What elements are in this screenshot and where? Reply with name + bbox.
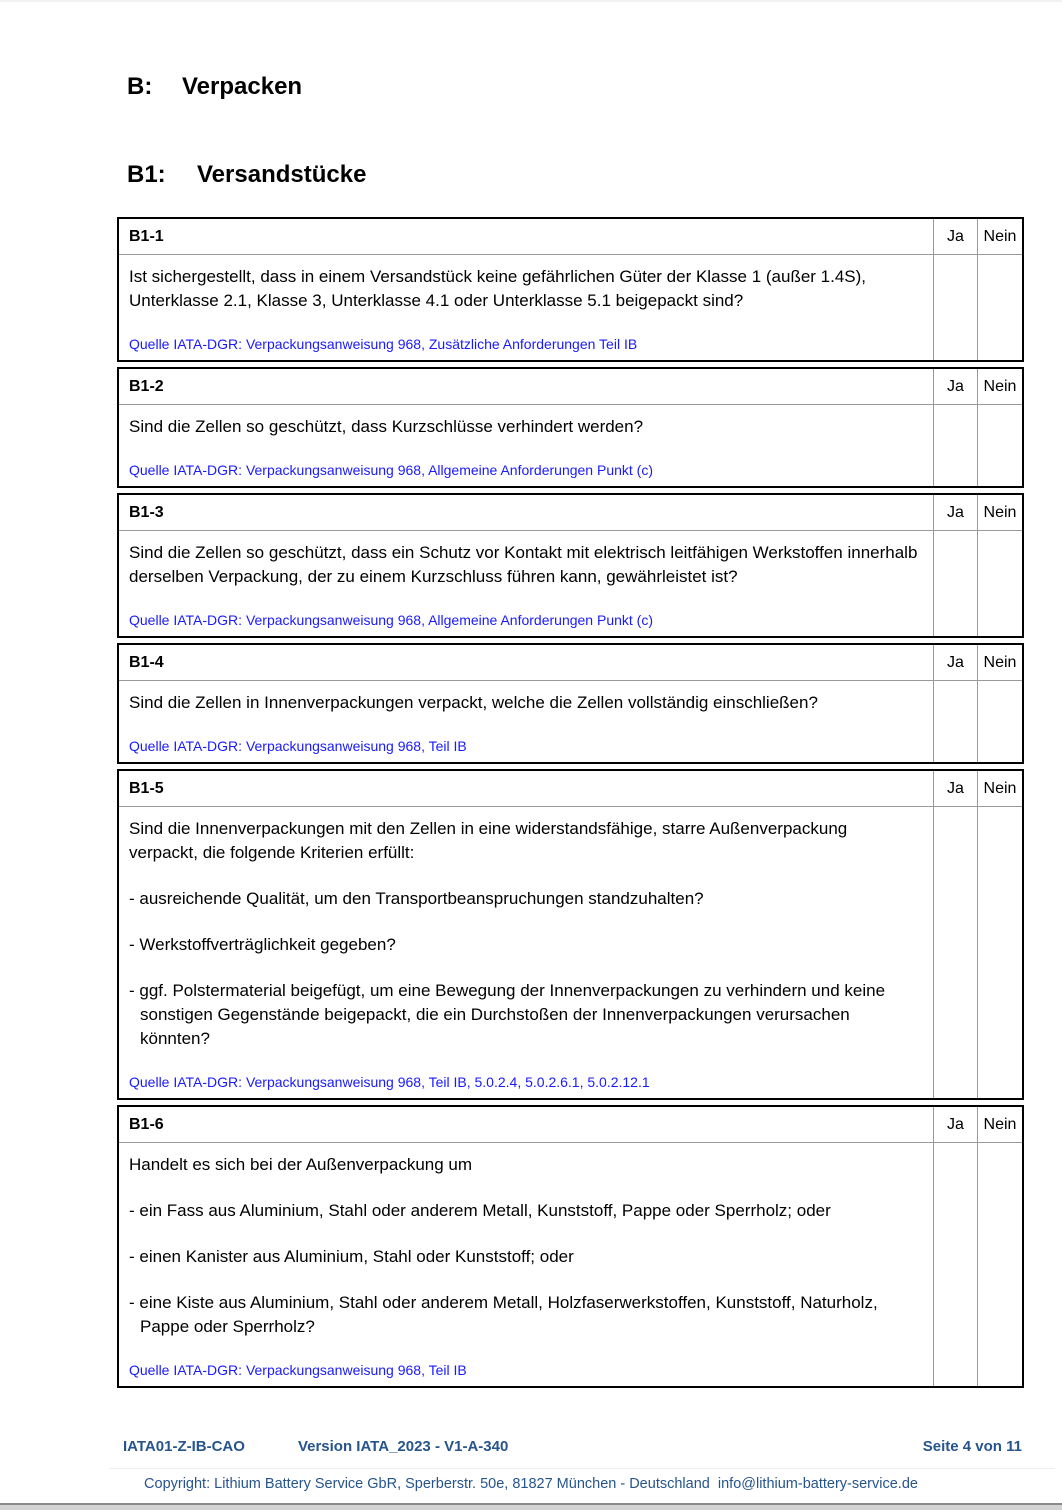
nein-answer-cell[interactable] — [977, 681, 1022, 762]
ja-answer-cell[interactable] — [933, 681, 977, 762]
nein-column-header: Nein — [977, 369, 1022, 405]
ja-answer-cell[interactable] — [933, 255, 977, 360]
ja-answer-cell[interactable] — [933, 405, 977, 486]
ja-answer-cell[interactable] — [933, 531, 977, 636]
question-paragraph: Sind die Innenverpackungen mit den Zellen in eine widerstandsfähige, starre Außenverpackung verpackt, die folgende Kriterien erfüllt: — [129, 819, 848, 862]
ja-column-header: Ja — [933, 219, 977, 255]
question-id: B1-4 — [119, 645, 933, 681]
question-paragraph: Sind die Zellen so geschützt, dass Kurzschlüsse verhindert werden? — [129, 417, 644, 436]
question-text — [119, 1143, 933, 1386]
nein-column-header: Nein — [977, 771, 1022, 807]
source-reference: Quelle IATA-DGR: Verpackungsanweisung 968, Teil IB — [129, 738, 467, 754]
ja-column-header: Ja — [933, 771, 977, 807]
question-id: B1-3 — [119, 495, 933, 531]
question-criterion: - eine Kiste aus Aluminium, Stahl oder anderem Metall, Holzfaserwerkstoffen, Kunststoff, Naturholz, Pappe oder Sperrholz? — [129, 1293, 878, 1336]
subsection-heading-prefix: B1: — [127, 161, 166, 188]
nein-column-header: Nein — [977, 1107, 1022, 1143]
source-reference: Quelle IATA-DGR: Verpackungsanweisung 968, Allgemeine Anforderungen Punkt (c) — [129, 612, 653, 628]
question-block-b1-6 — [117, 1105, 1024, 1388]
question-text — [119, 807, 933, 1098]
footer-divider — [110, 1468, 1055, 1469]
question-id: B1-6 — [119, 1107, 933, 1143]
section-heading — [117, 73, 1024, 101]
ja-column-header: Ja — [933, 369, 977, 405]
source-reference: Quelle IATA-DGR: Verpackungsanweisung 968, Zusätzliche Anforderungen Teil IB — [129, 336, 638, 352]
question-text — [119, 255, 933, 360]
nein-answer-cell[interactable] — [977, 405, 1022, 486]
question-criterion: - Werkstoffverträglichkeit gegeben? — [129, 935, 396, 954]
source-reference: Quelle IATA-DGR: Verpackungsanweisung 968, Allgemeine Anforderungen Punkt (c) — [129, 462, 653, 478]
ja-answer-cell[interactable] — [933, 807, 977, 1098]
question-paragraph: Handelt es sich bei der Außenverpackung um — [129, 1155, 473, 1174]
question-block-b1-2 — [117, 367, 1024, 488]
question-text — [119, 531, 933, 636]
question-criterion: - ein Fass aus Aluminium, Stahl oder anderem Metall, Kunststoff, Pappe oder Sperrholz; oder — [129, 1201, 831, 1220]
checklist — [117, 217, 1024, 1388]
question-criterion: - ausreichende Qualität, um den Transportbeanspruchungen standzuhalten? — [129, 889, 704, 908]
nein-column-header: Nein — [977, 645, 1022, 681]
footer-page-indicator: Seite 4 von 11 — [922, 1438, 1022, 1455]
page-footer — [123, 1438, 1022, 1455]
question-criterion: - ggf. Polstermaterial beigefügt, um eine Bewegung der Innenverpackungen zu verhindern und keine sonstigen Gegenstände beigepackt, die ein Durchstoßen der Innenverpackungen verursachen könnten? — [129, 981, 886, 1048]
source-reference: Quelle IATA-DGR: Verpackungsanweisung 968, Teil IB — [129, 1362, 467, 1378]
question-id: B1-1 — [119, 219, 933, 255]
question-paragraph: Sind die Zellen in Innenverpackungen verpackt, welche die Zellen vollständig einschließen? — [129, 693, 818, 712]
section-heading-title: Verpacken — [182, 73, 303, 100]
source-reference: Quelle IATA-DGR: Verpackungsanweisung 968, Teil IB, 5.0.2.4, 5.0.2.6.1, 5.0.2.12.1 — [129, 1074, 650, 1090]
nein-column-header: Nein — [977, 219, 1022, 255]
ja-column-header: Ja — [933, 645, 977, 681]
copyright-line: Copyright: Lithium Battery Service GbR, Sperberstr. 50e, 81827 München - Deutschland info@lithium-battery-service.de — [144, 1476, 918, 1492]
question-id: B1-5 — [119, 771, 933, 807]
nein-answer-cell[interactable] — [977, 531, 1022, 636]
footer-version: Version IATA_2023 - V1-A-340 — [297, 1438, 509, 1455]
question-paragraph: Ist sichergestellt, dass in einem Versandstück keine gefährlichen Güter der Klasse 1 (außer 1.4S), Unterklasse 2.1, Klasse 3, Unterklasse 4.1 oder Unterklasse 5.1 beigepackt sind? — [129, 267, 867, 310]
subsection-heading-title: Versandstücke — [197, 161, 367, 188]
ja-column-header: Ja — [933, 495, 977, 531]
section-heading-prefix: B: — [127, 73, 153, 100]
footer-document-code: IATA01-Z-IB-CAO — [123, 1438, 245, 1455]
nein-column-header: Nein — [977, 495, 1022, 531]
question-block-b1-5 — [117, 769, 1024, 1100]
nein-answer-cell[interactable] — [977, 1143, 1022, 1386]
page-top-divider — [0, 0, 1062, 2]
ja-column-header: Ja — [933, 1107, 977, 1143]
question-text — [119, 681, 933, 762]
question-block-b1-1 — [117, 217, 1024, 362]
question-text — [119, 405, 933, 486]
nein-answer-cell[interactable] — [977, 255, 1022, 360]
subsection-heading — [117, 161, 1024, 189]
question-paragraph: Sind die Zellen so geschützt, dass ein Schutz vor Kontakt mit elektrisch leitfähigen Werkstoffen innerhalb derselben Verpackung, der zu einem Kurzschluss führen kann, gewährleistet ist? — [129, 543, 918, 586]
question-id: B1-2 — [119, 369, 933, 405]
nein-answer-cell[interactable] — [977, 807, 1022, 1098]
question-block-b1-3 — [117, 493, 1024, 638]
page-bottom-edge — [0, 1503, 1062, 1510]
page-content — [117, 73, 1024, 1393]
ja-answer-cell[interactable] — [933, 1143, 977, 1386]
question-criterion: - einen Kanister aus Aluminium, Stahl oder Kunststoff; oder — [129, 1247, 574, 1266]
question-block-b1-4 — [117, 643, 1024, 764]
